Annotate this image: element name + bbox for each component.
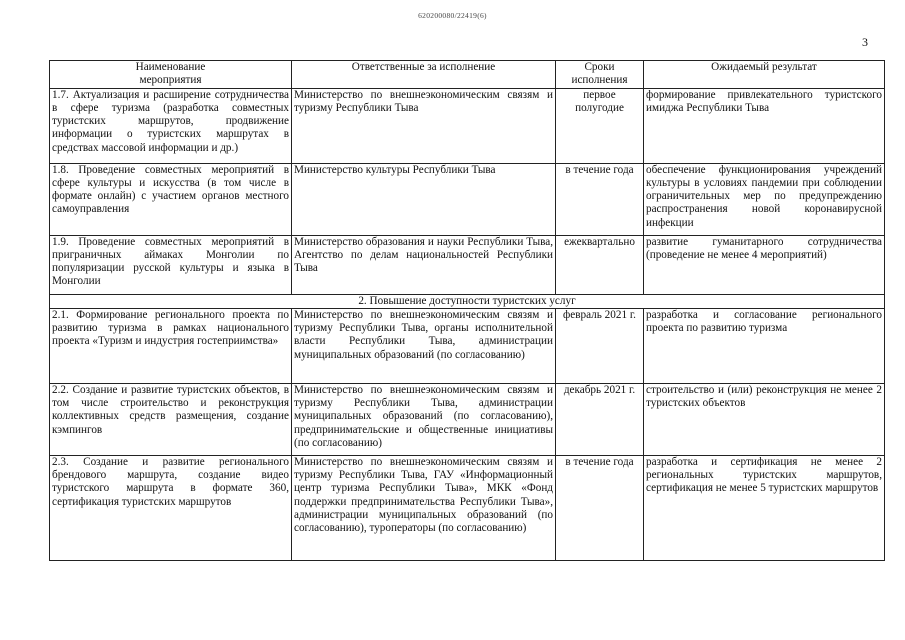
table-row (50, 455, 885, 560)
table-row (50, 163, 885, 235)
page-number: 3 (862, 35, 868, 49)
header-deadline-line2: исполнения (571, 74, 628, 87)
row-deadline: февраль 2021 г. (556, 308, 644, 383)
table-row (50, 88, 885, 163)
row-responsible: Министерство образования и науки Республики Тыва, Агентство по делам национальностей Республики Тыва (292, 235, 556, 294)
row-result: строительство и (или) реконструкция не менее 2 туристских объектов (644, 383, 885, 455)
row-result: формирование привлекательного туристского имиджа Республики Тыва (644, 88, 885, 163)
row-deadline: в течение года (556, 455, 644, 560)
row-deadline: в течение года (556, 163, 644, 235)
row-name: 1.9. Проведение совместных мероприятий в приграничных аймаках Монголии по популяризации русской культуры и языка в Монголии (50, 235, 292, 294)
document-id: 620200080/22419(6) (418, 11, 487, 20)
header-deadline (556, 61, 644, 89)
row-deadline: первое полугодие (556, 88, 644, 163)
table-row (50, 308, 885, 383)
header-deadline-line1: Сроки (584, 61, 615, 73)
header-responsible: Ответственные за исполнение (292, 61, 556, 89)
row-responsible: Министерство по внешнеэкономическим связям и туризму Республики Тыва, ГАУ «Информационный центр туризма Республики Тыва», МКК «Фонд поддержки предпринимательства Республики Тыва», администрации муниципальных образований (по согласованию), туроператоры (по согласованию) (292, 455, 556, 560)
section-row (50, 294, 885, 308)
table-row (50, 383, 885, 455)
row-deadline: ежеквартально (556, 235, 644, 294)
table-row (50, 235, 885, 294)
row-result: обеспечение функционирования учреждений культуры в условиях пандемии при соблюдении ограничительных мер по предупреждению распространения новой коронавирусной инфекции (644, 163, 885, 235)
table-header-row (50, 61, 885, 89)
row-name: 2.3. Создание и развитие регионального брендового маршрута, создание видео туристского маршрута в формате 360, сертификация туристских маршрутов (50, 455, 292, 560)
action-plan-table (49, 60, 885, 561)
row-result: разработка и согласование регионального проекта по развитию туризма (644, 308, 885, 383)
row-name: 1.8. Проведение совместных мероприятий в сфере культуры и искусства (в том числе в формате онлайн) с участием органов местного самоуправления (50, 163, 292, 235)
header-name-line1: Наименование (135, 61, 206, 73)
row-responsible: Министерство по внешнеэкономическим связям и туризму Республики Тыва (292, 88, 556, 163)
header-name (50, 61, 292, 89)
row-name: 2.2. Создание и развитие туристских объектов, в том числе строительство и реконструкция коллективных средств размещения, создание кэмпингов (50, 383, 292, 455)
section-title: 2. Повышение доступности туристских услуг (50, 294, 885, 308)
row-responsible: Министерство по внешнеэкономическим связям и туризму Республики Тыва, администрации муниципальных образований (по согласованию), предпринимательские и общественные инициативы (по согласованию) (292, 383, 556, 455)
row-result: разработка и сертификация не менее 2 региональных туристских маршрутов, сертификация не менее 5 туристских маршрутов (644, 455, 885, 560)
row-name: 1.7. Актуализация и расширение сотрудничества в сфере туризма (разработка совместных туристских маршрутов, продвижение информации о туристских маршрутах в средствах массовой информации и др.) (50, 88, 292, 163)
row-responsible: Министерство по внешнеэкономическим связям и туризму Республики Тыва, органы исполнительной власти Республики Тыва, администрации муниципальных образований (по согласованию) (292, 308, 556, 383)
row-deadline: декабрь 2021 г. (556, 383, 644, 455)
row-name: 2.1. Формирование регионального проекта по развитию туризма в рамках национального проекта «Туризм и индустрия гостеприимства» (50, 308, 292, 383)
row-responsible: Министерство культуры Республики Тыва (292, 163, 556, 235)
row-result: развитие гуманитарного сотрудничества (проведение не менее 4 мероприятий) (644, 235, 885, 294)
header-result: Ожидаемый результат (644, 61, 885, 89)
header-name-line2: мероприятия (139, 74, 202, 87)
